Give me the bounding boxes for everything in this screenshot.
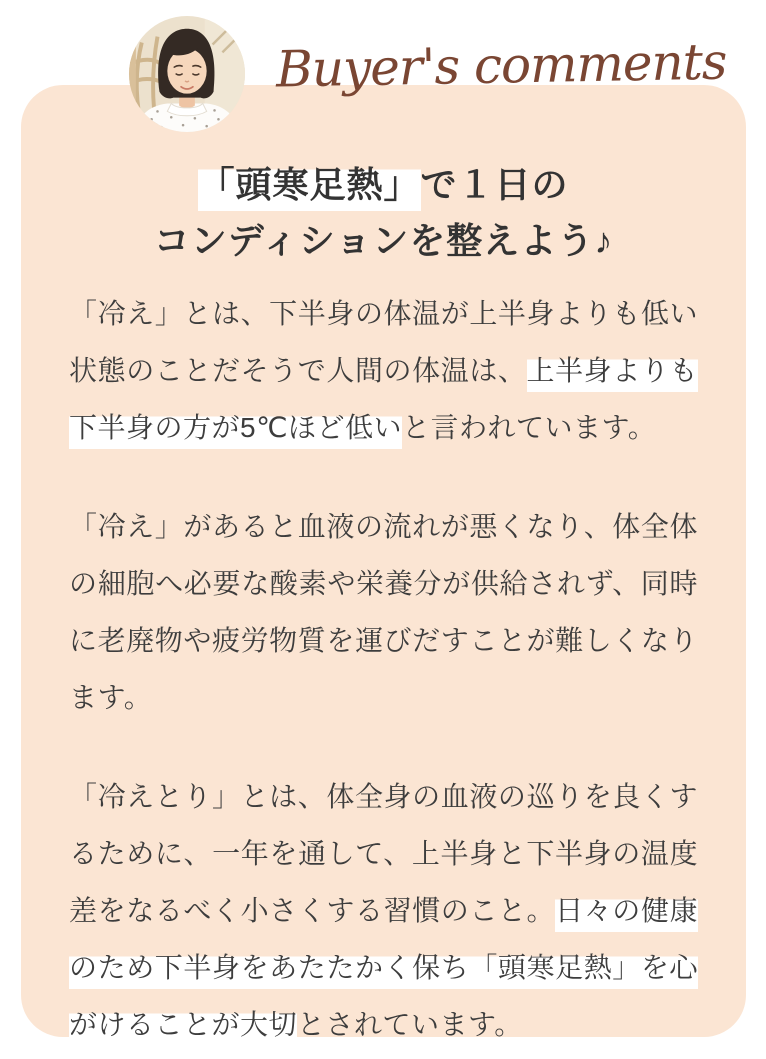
paragraph-segment: とされています。	[297, 1009, 523, 1040]
buyer-avatar	[128, 15, 246, 133]
heading-text: で１日の	[420, 164, 569, 205]
comment-paragraph-1	[69, 285, 698, 456]
paragraph-segment: 「冷え」があると血液の流れが悪くなり、体全体の細胞へ必要な酸素や栄養分が供給されず、同時に老廃物や疲労物質を運びだすことが難しくなります。	[69, 511, 698, 713]
comment-paragraph-2	[69, 498, 698, 726]
paragraph-segment: 「冷え」とは、下半身の体温が上半身よりも低い状態のことだそうで人間の体温は、	[69, 298, 698, 386]
comment-body	[69, 285, 698, 1053]
buyer-portrait-photo-icon	[128, 15, 246, 133]
comment-paragraph-3	[69, 768, 698, 1053]
paragraph-segment: 「冷えとり」とは、体全身の血液の巡りを良くするために、一年を通して、上半身と下半身の温度差をなるべく小さくする習慣のこと。	[69, 781, 698, 926]
heading-line-1	[69, 157, 698, 213]
heading-line-2: コンディションを整えよう♪	[153, 220, 614, 261]
header	[0, 0, 766, 140]
buyer-comment-card	[21, 85, 746, 1040]
paragraph-segment: と言われています。	[402, 412, 657, 443]
heading-highlighted-text: 「頭寒足熱」	[198, 164, 420, 211]
highlighted-text: 上半身よりも下半身の方が5℃ほど低い	[69, 355, 698, 449]
highlighted-text: 日々の健康のため下半身をあたたかく保ち「頭寒足熱」を心がけることが大切	[69, 895, 698, 1046]
buyers-comments-script-title: Buyer's comments	[275, 32, 727, 99]
comment-heading	[69, 157, 698, 269]
